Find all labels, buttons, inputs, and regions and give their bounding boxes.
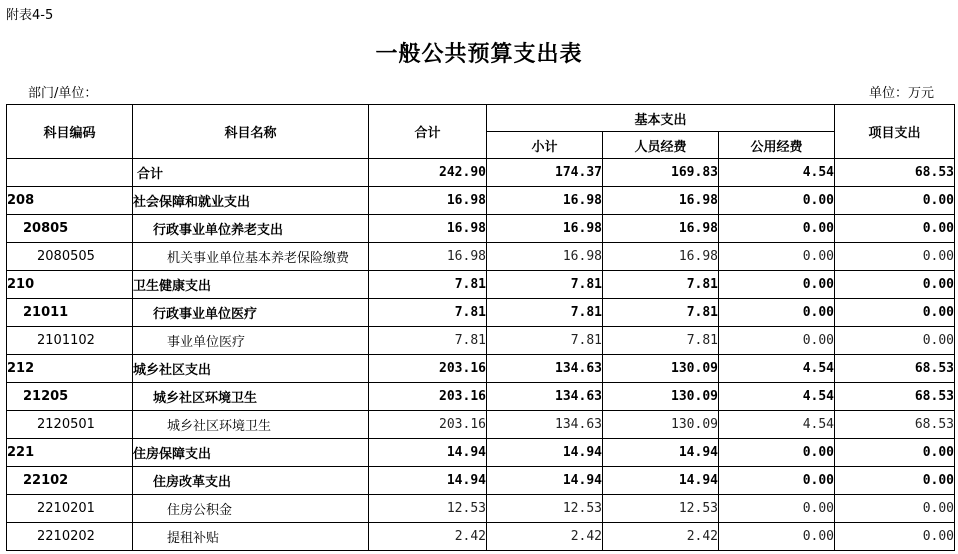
- cell-name: 合计: [133, 159, 369, 187]
- cell-name: 卫生健康支出: [133, 271, 369, 299]
- cell-name: 行政事业单位养老支出: [133, 215, 369, 243]
- cell-name: 城乡社区环境卫生: [133, 411, 369, 439]
- cell-public: 0.00: [719, 243, 835, 271]
- cell-code: 21011: [7, 299, 133, 327]
- table-row: [7, 299, 955, 327]
- cell-project: 68.53: [835, 159, 955, 187]
- cell-code: 2120501: [7, 411, 133, 439]
- header-subtotal: 小计: [487, 132, 603, 159]
- department-label: 部门/单位：: [28, 86, 98, 101]
- cell-code: 2080505: [7, 243, 133, 271]
- cell-public: 4.54: [719, 159, 835, 187]
- cell-public: 0.00: [719, 467, 835, 495]
- cell-total: 203.16: [369, 355, 487, 383]
- cell-name: 住房改革支出: [133, 467, 369, 495]
- header-code: 科目编码: [7, 105, 133, 159]
- cell-subtotal: 7.81: [487, 299, 603, 327]
- table-row: [7, 355, 955, 383]
- cell-project: 0.00: [835, 243, 955, 271]
- budget-table: [6, 104, 955, 551]
- page-title: 一般公共预算支出表: [375, 41, 583, 67]
- cell-code: 208: [7, 187, 133, 215]
- cell-code: 20805: [7, 215, 133, 243]
- cell-project: 0.00: [835, 271, 955, 299]
- table-row: [7, 159, 955, 187]
- cell-subtotal: 16.98: [487, 215, 603, 243]
- cell-total: 14.94: [369, 439, 487, 467]
- cell-project: 0.00: [835, 439, 955, 467]
- cell-project: 0.00: [835, 495, 955, 523]
- unit-label: 单位：万元: [868, 86, 934, 101]
- cell-subtotal: 12.53: [487, 495, 603, 523]
- cell-project: 0.00: [835, 523, 955, 551]
- cell-subtotal: 14.94: [487, 439, 603, 467]
- cell-subtotal: 14.94: [487, 467, 603, 495]
- cell-personnel: 7.81: [603, 299, 719, 327]
- cell-public: 4.54: [719, 383, 835, 411]
- cell-code: 2210202: [7, 523, 133, 551]
- cell-personnel: 130.09: [603, 411, 719, 439]
- cell-public: 0.00: [719, 327, 835, 355]
- cell-subtotal: 7.81: [487, 271, 603, 299]
- cell-subtotal: 174.37: [487, 159, 603, 187]
- table-row: [7, 187, 955, 215]
- cell-public: 0.00: [719, 271, 835, 299]
- header-total: 合计: [369, 105, 487, 159]
- cell-personnel: 130.09: [603, 355, 719, 383]
- cell-total: 16.98: [369, 187, 487, 215]
- cell-code: 2101102: [7, 327, 133, 355]
- header-name: 科目名称: [133, 105, 369, 159]
- cell-subtotal: 134.63: [487, 411, 603, 439]
- cell-personnel: 12.53: [603, 495, 719, 523]
- cell-name: 城乡社区环境卫生: [133, 383, 369, 411]
- cell-name: 事业单位医疗: [133, 327, 369, 355]
- cell-subtotal: 2.42: [487, 523, 603, 551]
- cell-personnel: 16.98: [603, 215, 719, 243]
- cell-project: 0.00: [835, 327, 955, 355]
- cell-total: 12.53: [369, 495, 487, 523]
- cell-public: 0.00: [719, 523, 835, 551]
- cell-personnel: 169.83: [603, 159, 719, 187]
- table-row: [7, 243, 955, 271]
- cell-total: 16.98: [369, 215, 487, 243]
- cell-subtotal: 16.98: [487, 187, 603, 215]
- table-row: [7, 495, 955, 523]
- cell-name: 社会保障和就业支出: [133, 187, 369, 215]
- cell-name: 机关事业单位基本养老保险缴费: [133, 243, 369, 271]
- cell-project: 68.53: [835, 383, 955, 411]
- cell-project: 0.00: [835, 187, 955, 215]
- cell-subtotal: 134.63: [487, 355, 603, 383]
- cell-total: 2.42: [369, 523, 487, 551]
- cell-personnel: 16.98: [603, 243, 719, 271]
- cell-public: 4.54: [719, 355, 835, 383]
- cell-public: 0.00: [719, 187, 835, 215]
- table-row: [7, 411, 955, 439]
- cell-personnel: 14.94: [603, 467, 719, 495]
- cell-subtotal: 16.98: [487, 243, 603, 271]
- cell-total: 242.90: [369, 159, 487, 187]
- cell-public: 4.54: [719, 411, 835, 439]
- cell-code: 21205: [7, 383, 133, 411]
- table-row: [7, 271, 955, 299]
- cell-personnel: 130.09: [603, 383, 719, 411]
- cell-total: 7.81: [369, 299, 487, 327]
- header-project: 项目支出: [835, 105, 955, 159]
- cell-personnel: 14.94: [603, 439, 719, 467]
- table-body: [7, 159, 955, 551]
- cell-total: 16.98: [369, 243, 487, 271]
- cell-code: [7, 159, 133, 187]
- cell-public: 0.00: [719, 495, 835, 523]
- table-row: [7, 467, 955, 495]
- cell-name: 住房公积金: [133, 495, 369, 523]
- cell-code: 22102: [7, 467, 133, 495]
- header-basic: 基本支出: [487, 105, 835, 132]
- cell-total: 7.81: [369, 327, 487, 355]
- cell-code: 212: [7, 355, 133, 383]
- table-row: [7, 215, 955, 243]
- cell-personnel: 7.81: [603, 271, 719, 299]
- table-row: [7, 523, 955, 551]
- cell-total: 7.81: [369, 271, 487, 299]
- cell-code: 210: [7, 271, 133, 299]
- cell-name: 住房保障支出: [133, 439, 369, 467]
- table-row: [7, 383, 955, 411]
- table-row: [7, 439, 955, 467]
- cell-total: 203.16: [369, 383, 487, 411]
- table-row: [7, 327, 955, 355]
- cell-project: 0.00: [835, 467, 955, 495]
- header-personnel: 人员经费: [603, 132, 719, 159]
- cell-subtotal: 7.81: [487, 327, 603, 355]
- cell-total: 14.94: [369, 467, 487, 495]
- cell-personnel: 16.98: [603, 187, 719, 215]
- cell-public: 0.00: [719, 215, 835, 243]
- cell-public: 0.00: [719, 439, 835, 467]
- cell-name: 城乡社区支出: [133, 355, 369, 383]
- cell-name: 提租补贴: [133, 523, 369, 551]
- header-row-1: [7, 105, 955, 132]
- cell-project: 68.53: [835, 411, 955, 439]
- header-public: 公用经费: [719, 132, 835, 159]
- cell-personnel: 7.81: [603, 327, 719, 355]
- cell-project: 0.00: [835, 215, 955, 243]
- cell-code: 221: [7, 439, 133, 467]
- cell-total: 203.16: [369, 411, 487, 439]
- cell-public: 0.00: [719, 299, 835, 327]
- cell-code: 2210201: [7, 495, 133, 523]
- cell-name: 行政事业单位医疗: [133, 299, 369, 327]
- cell-project: 68.53: [835, 355, 955, 383]
- cell-project: 0.00: [835, 299, 955, 327]
- cell-personnel: 2.42: [603, 523, 719, 551]
- sheet-reference: 附表4-5: [6, 8, 54, 23]
- cell-subtotal: 134.63: [487, 383, 603, 411]
